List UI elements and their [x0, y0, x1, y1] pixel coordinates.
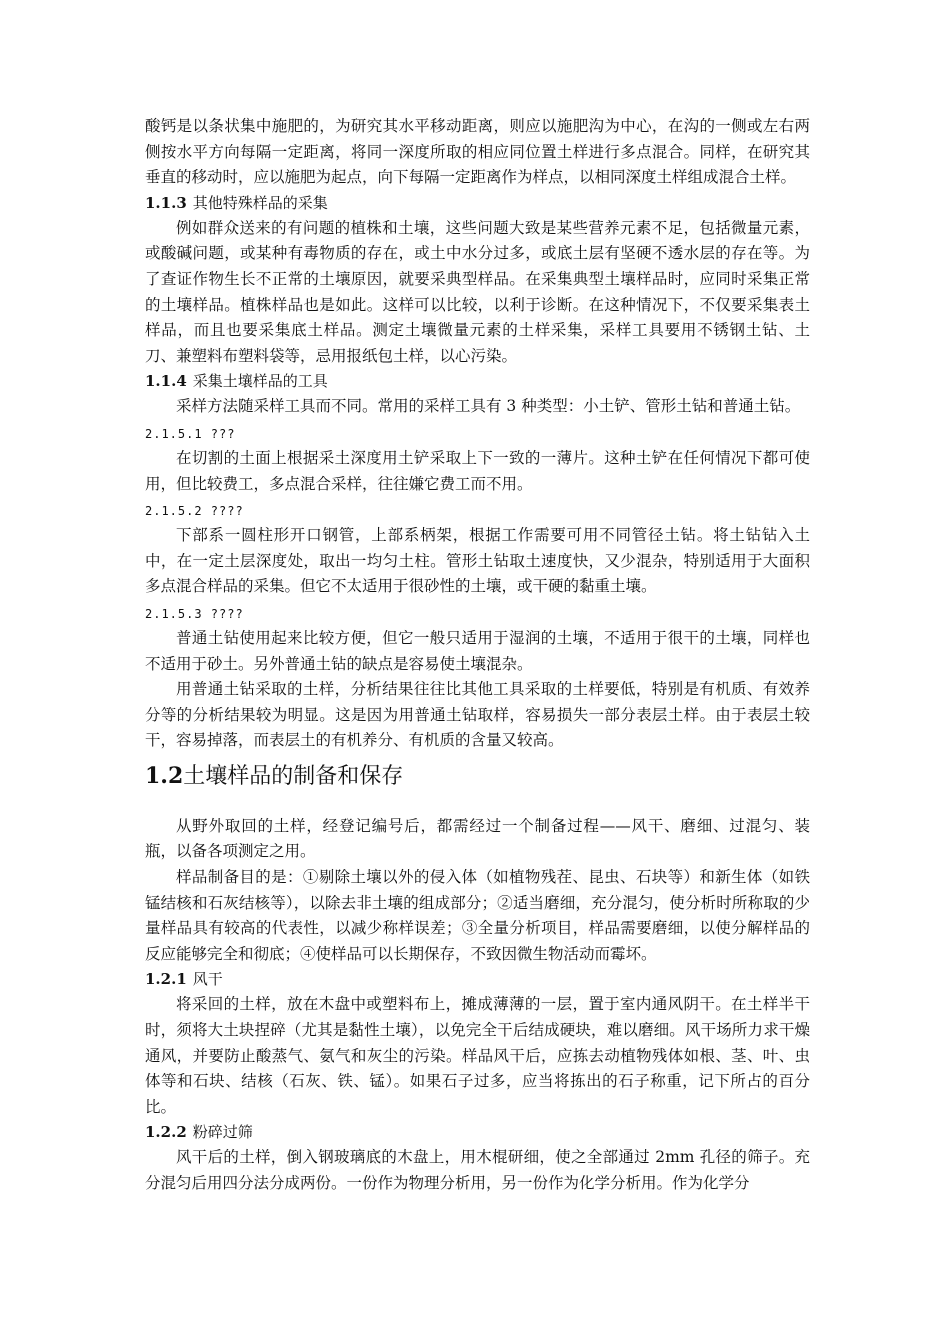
paragraph: 例如群众送来的有问题的植株和土壤，这些问题大致是某些营养元素不足，包括微量元素，或酸碱问题，或某种有毒物质的存在，或土中水分过多，或底土层有坚硬不透水层的存在等。为了查证作物生长不正常的土壤原因，就要采典型样品。在采集典型土壤样品时，应同时采集正常的土壤样品。植株样品也是如此。这样可以比较，以利于诊断。在这种情况下，不仅要采集表土样品，而且也要采集底土样品。测定土壤微量元素的土样采集，采样工具要用不锈钢土钻、土刀、兼塑料布塑料袋等，忌用报纸包土样，以心污染。	[145, 218, 810, 365]
heading-number: 1.1.3	[145, 193, 187, 212]
paragraph: 下部系一圆柱形开口钢管，上部系柄架，根据工作需要可用不同管径土钻。将土钻钻入土中，在一定土层深度处，取出一均匀土柱。管形土钻取土速度快，又少混杂，特别适用于大面积多点混合样品的采集。但它不太适用于很砂性的土壤，或干硬的黏重土壤。	[145, 526, 810, 596]
paragraph: 采样方法随采样工具而不同。常用的采样工具有 3 种类型：小土铲、管形土钻和普通土钻。	[176, 397, 801, 416]
heading-number: 1.2.2	[145, 1123, 187, 1142]
heading-title: 土壤样品的制备和保存	[183, 763, 404, 789]
document-page	[145, 114, 810, 1197]
paragraph: 酸钙是以条状集中施肥的，为研究其水平移动距离，则应以施肥沟为中心，在沟的一侧或左右两侧按水平方向每隔一定距离，将同一深度所取的相应同位置土样进行多点混合。同样，在研究其垂直的移动时，应以施肥为起点，向下每隔一定距离作为样点，以相同深度土样组成混合土样。	[145, 117, 810, 187]
heading-title: 风干	[192, 970, 223, 989]
paragraph: 风干后的土样，倒入钢玻璃底的木盘上，用木棍研细，使之全部通过 2mm 孔径的筛子。充分混匀后用四分法分成两份。一份作为物理分析用，另一份作为化学分析用。作为化学分	[145, 1148, 810, 1192]
paragraph: 从野外取回的土样，经登记编号后，都需经过一个制备过程——风干、磨细、过混匀、装瓶，以备各项测定之用。	[145, 816, 810, 861]
subsection-heading	[145, 1120, 810, 1145]
paragraph: 用普通土钻采取的土样，分析结果往往比其他工具采取的土样要低，特别是有机质、有效养分等的分析结果较为明显。这是因为用普通土钻取样，容易损失一部分表层土样。由于表层土较干，容易掉落，而表层土的有机养分、有机质的含量又较高。	[145, 680, 810, 750]
heading-title: 粉碎过筛	[192, 1123, 253, 1142]
heading-title: 采集土壤样品的工具	[192, 372, 328, 391]
subsection-heading	[145, 369, 810, 394]
minor-heading: 2.1.5.1 ???	[145, 426, 236, 441]
subsection-heading	[145, 967, 810, 992]
heading-number: 1.2.1	[145, 970, 187, 989]
minor-heading: 2.1.5.2 ????	[145, 504, 244, 519]
paragraph: 样品制备目的是：①剔除土壤以外的侵入体（如植物残茬、昆虫、石块等）和新生体（如铁锰结核和石灰结核等），以除去非土壤的组成部分；②适当磨细，充分混匀，使分析时所称取的少量样品具有较高的代表性，以减少称样误差；③全量分析项目，样品需要磨细，以使分解样品的反应能够完全和彻底；④使样品可以长期保存，不致因微生物活动而霉坏。	[145, 868, 810, 963]
paragraph: 将采回的土样，放在木盘中或塑料布上，摊成薄薄的一层，置于室内通风阴干。在土样半干时，须将大土块捏碎（尤其是黏性土壤），以免完全干后结成硬块，难以磨细。风干场所力求干燥通风，并要防止酸蒸气、氨气和灰尘的污染。样品风干后，应拣去动植物残体如根、茎、叶、虫体等和石块、结核（石灰、铁、锰）。如果石子过多，应当将拣出的石子称重，记下所占的百分比。	[145, 995, 810, 1116]
minor-heading: 2.1.5.3 ????	[145, 606, 244, 621]
section-heading	[145, 759, 810, 794]
heading-number: 1.2	[145, 762, 184, 789]
paragraph: 在切割的土面上根据采土深度用土铲采取上下一致的一薄片。这种土铲在任何情况下都可使用，但比较费工，多点混合采样，往往嫌它费工而不用。	[145, 448, 810, 493]
paragraph: 普通土钻使用起来比较方便，但它一般只适用于湿润的土壤，不适用于很干的土壤，同样也不适用于砂土。另外普通土钻的缺点是容易使土壤混杂。	[145, 628, 810, 673]
heading-number: 1.1.4	[145, 372, 187, 391]
heading-title: 其他特殊样品的采集	[192, 193, 328, 212]
subsection-heading	[145, 191, 810, 216]
